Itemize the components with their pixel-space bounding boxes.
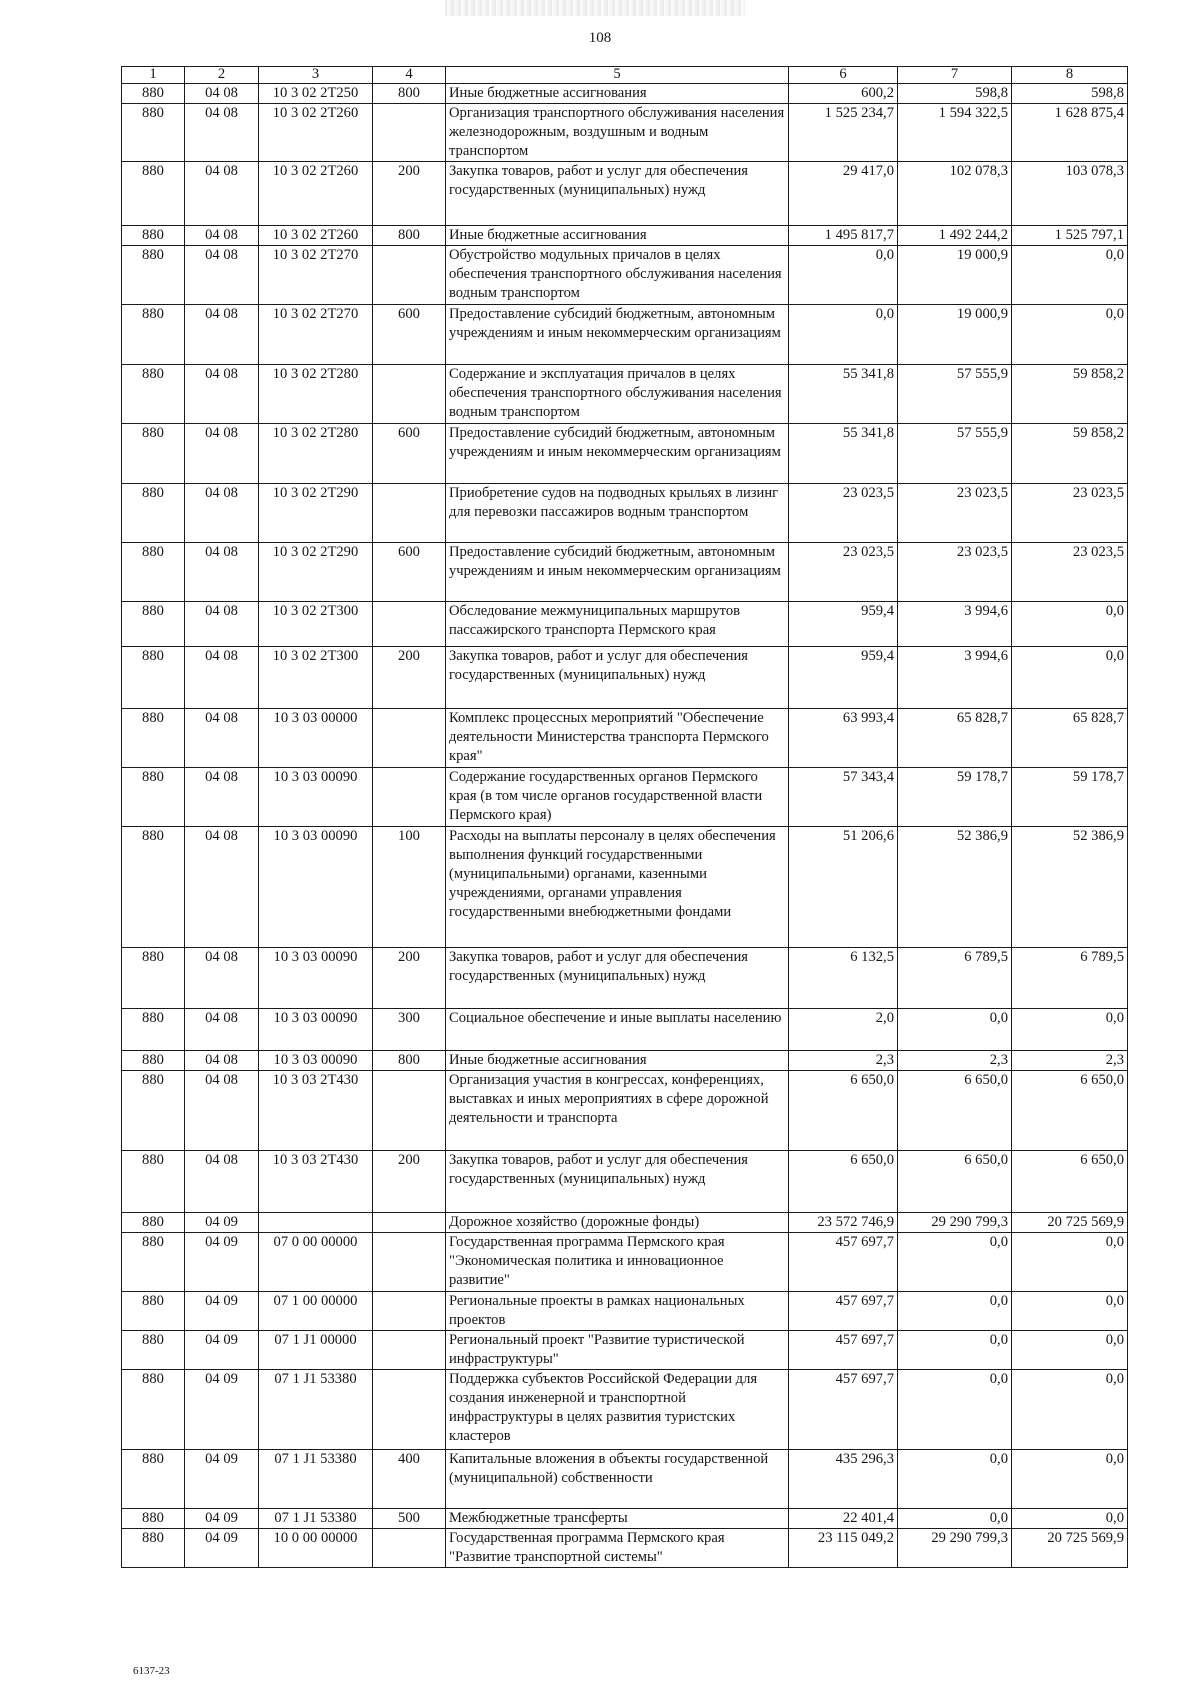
cell-admin-code: 880 bbox=[122, 1292, 185, 1331]
cell-expense-type: 200 bbox=[373, 162, 446, 226]
cell-target-article: 10 3 03 00000 bbox=[259, 709, 373, 768]
cell-target-article: 10 3 02 2Т280 bbox=[259, 365, 373, 424]
cell-expense-type bbox=[373, 1233, 446, 1292]
cell-amount-year1: 457 697,7 bbox=[789, 1292, 898, 1331]
cell-section-code: 04 08 bbox=[185, 827, 259, 948]
table-row bbox=[122, 948, 1128, 1009]
cell-section-code: 04 08 bbox=[185, 84, 259, 104]
cell-admin-code: 880 bbox=[122, 1509, 185, 1529]
cell-description: Организация участия в конгрессах, конференциях, выставках и иных мероприятиях в сфере дорожной деятельности и транспорта bbox=[446, 1071, 789, 1151]
cell-description: Закупка товаров, работ и услуг для обеспечения государственных (муниципальных) нужд bbox=[446, 1151, 789, 1213]
cell-description: Иные бюджетные ассигнования bbox=[446, 1051, 789, 1071]
cell-amount-year2: 59 178,7 bbox=[898, 768, 1012, 827]
cell-expense-type bbox=[373, 1292, 446, 1331]
cell-expense-type bbox=[373, 709, 446, 768]
cell-expense-type bbox=[373, 365, 446, 424]
table-row bbox=[122, 1151, 1128, 1213]
cell-admin-code: 880 bbox=[122, 104, 185, 162]
cell-amount-year2: 23 023,5 bbox=[898, 484, 1012, 543]
cell-description: Комплекс процессных мероприятий "Обеспечение деятельности Министерства транспорта Пермского края" bbox=[446, 709, 789, 768]
cell-admin-code: 880 bbox=[122, 84, 185, 104]
cell-section-code: 04 08 bbox=[185, 602, 259, 647]
cell-amount-year1: 457 697,7 bbox=[789, 1370, 898, 1450]
cell-section-code: 04 08 bbox=[185, 162, 259, 226]
cell-expense-type: 400 bbox=[373, 1450, 446, 1509]
cell-section-code: 04 08 bbox=[185, 1151, 259, 1213]
cell-amount-year3: 0,0 bbox=[1012, 602, 1128, 647]
cell-description: Иные бюджетные ассигнования bbox=[446, 84, 789, 104]
cell-amount-year1: 63 993,4 bbox=[789, 709, 898, 768]
cell-description: Закупка товаров, работ и услуг для обеспечения государственных (муниципальных) нужд bbox=[446, 647, 789, 709]
cell-amount-year3: 6 789,5 bbox=[1012, 948, 1128, 1009]
cell-description: Государственная программа Пермского края "Экономическая политика и инновационное развитие" bbox=[446, 1233, 789, 1292]
cell-amount-year2: 0,0 bbox=[898, 1509, 1012, 1529]
cell-amount-year3: 0,0 bbox=[1012, 246, 1128, 305]
cell-target-article: 07 1 J1 00000 bbox=[259, 1331, 373, 1370]
cell-expense-type bbox=[373, 246, 446, 305]
cell-amount-year2: 23 023,5 bbox=[898, 543, 1012, 602]
cell-amount-year3: 598,8 bbox=[1012, 84, 1128, 104]
cell-admin-code: 880 bbox=[122, 305, 185, 365]
cell-section-code: 04 08 bbox=[185, 246, 259, 305]
cell-description: Расходы на выплаты персоналу в целях обеспечения выполнения функций государственными (муниципальными) органами, казенными учреждениями, органами управления государственными внебюджетными фондами bbox=[446, 827, 789, 948]
cell-amount-year1: 29 417,0 bbox=[789, 162, 898, 226]
page-number: 108 bbox=[588, 30, 612, 46]
cell-target-article: 10 3 03 00090 bbox=[259, 948, 373, 1009]
table-row bbox=[122, 484, 1128, 543]
cell-admin-code: 880 bbox=[122, 1051, 185, 1071]
cell-description: Государственная программа Пермского края "Развитие транспортной системы" bbox=[446, 1529, 789, 1568]
cell-amount-year3: 0,0 bbox=[1012, 1509, 1128, 1529]
cell-amount-year1: 2,0 bbox=[789, 1009, 898, 1051]
cell-section-code: 04 08 bbox=[185, 226, 259, 246]
cell-amount-year1: 55 341,8 bbox=[789, 424, 898, 484]
document-code: 6137-23 bbox=[133, 1665, 170, 1677]
cell-amount-year3: 0,0 bbox=[1012, 1009, 1128, 1051]
cell-target-article: 10 3 03 00090 bbox=[259, 768, 373, 827]
table-row bbox=[122, 1071, 1128, 1151]
cell-amount-year1: 57 343,4 bbox=[789, 768, 898, 827]
cell-target-article: 10 3 02 2Т280 bbox=[259, 424, 373, 484]
header-cell: 2 bbox=[185, 67, 259, 84]
table-row bbox=[122, 305, 1128, 365]
cell-target-article: 10 3 03 00090 bbox=[259, 1051, 373, 1071]
cell-target-article bbox=[259, 1213, 373, 1233]
cell-admin-code: 880 bbox=[122, 1009, 185, 1051]
table-row bbox=[122, 1292, 1128, 1331]
cell-admin-code: 880 bbox=[122, 543, 185, 602]
cell-section-code: 04 08 bbox=[185, 647, 259, 709]
cell-amount-year1: 959,4 bbox=[789, 602, 898, 647]
cell-amount-year1: 23 572 746,9 bbox=[789, 1213, 898, 1233]
cell-expense-type bbox=[373, 1213, 446, 1233]
cell-amount-year2: 6 650,0 bbox=[898, 1071, 1012, 1151]
cell-amount-year3: 59 858,2 bbox=[1012, 365, 1128, 424]
table-header-row bbox=[122, 67, 1128, 84]
cell-section-code: 04 08 bbox=[185, 484, 259, 543]
cell-section-code: 04 09 bbox=[185, 1233, 259, 1292]
table-row bbox=[122, 827, 1128, 948]
cell-amount-year3: 2,3 bbox=[1012, 1051, 1128, 1071]
cell-amount-year2: 57 555,9 bbox=[898, 365, 1012, 424]
cell-section-code: 04 09 bbox=[185, 1529, 259, 1568]
table-row bbox=[122, 709, 1128, 768]
cell-section-code: 04 08 bbox=[185, 305, 259, 365]
cell-expense-type bbox=[373, 602, 446, 647]
header-cell: 4 bbox=[373, 67, 446, 84]
cell-amount-year3: 6 650,0 bbox=[1012, 1071, 1128, 1151]
cell-amount-year2: 3 994,6 bbox=[898, 602, 1012, 647]
cell-description: Региональный проект "Развитие туристической инфраструктуры" bbox=[446, 1331, 789, 1370]
cell-amount-year2: 0,0 bbox=[898, 1450, 1012, 1509]
cell-target-article: 10 3 02 2Т260 bbox=[259, 226, 373, 246]
cell-target-article: 10 3 02 2Т270 bbox=[259, 246, 373, 305]
table-row bbox=[122, 647, 1128, 709]
cell-expense-type: 600 bbox=[373, 305, 446, 365]
cell-section-code: 04 08 bbox=[185, 1071, 259, 1151]
cell-target-article: 07 0 00 00000 bbox=[259, 1233, 373, 1292]
cell-description: Предоставление субсидий бюджетным, автономным учреждениям и иным некоммерческим организациям bbox=[446, 305, 789, 365]
cell-admin-code: 880 bbox=[122, 1233, 185, 1292]
cell-amount-year2: 19 000,9 bbox=[898, 305, 1012, 365]
cell-admin-code: 880 bbox=[122, 1331, 185, 1370]
table-row bbox=[122, 84, 1128, 104]
cell-section-code: 04 08 bbox=[185, 709, 259, 768]
cell-admin-code: 880 bbox=[122, 948, 185, 1009]
cell-amount-year3: 23 023,5 bbox=[1012, 484, 1128, 543]
cell-amount-year3: 23 023,5 bbox=[1012, 543, 1128, 602]
cell-amount-year2: 2,3 bbox=[898, 1051, 1012, 1071]
cell-amount-year1: 6 132,5 bbox=[789, 948, 898, 1009]
cell-amount-year3: 0,0 bbox=[1012, 305, 1128, 365]
cell-section-code: 04 08 bbox=[185, 1009, 259, 1051]
cell-description: Межбюджетные трансферты bbox=[446, 1509, 789, 1529]
cell-amount-year3: 0,0 bbox=[1012, 647, 1128, 709]
cell-amount-year2: 3 994,6 bbox=[898, 647, 1012, 709]
cell-amount-year2: 0,0 bbox=[898, 1233, 1012, 1292]
cell-amount-year1: 23 023,5 bbox=[789, 543, 898, 602]
cell-amount-year1: 2,3 bbox=[789, 1051, 898, 1071]
cell-description: Приобретение судов на подводных крыльях в лизинг для перевозки пассажиров водным транспортом bbox=[446, 484, 789, 543]
cell-target-article: 10 3 02 2Т250 bbox=[259, 84, 373, 104]
cell-expense-type bbox=[373, 104, 446, 162]
cell-amount-year2: 0,0 bbox=[898, 1009, 1012, 1051]
table-row bbox=[122, 424, 1128, 484]
cell-section-code: 04 08 bbox=[185, 424, 259, 484]
cell-section-code: 04 08 bbox=[185, 768, 259, 827]
cell-amount-year3: 52 386,9 bbox=[1012, 827, 1128, 948]
cell-expense-type bbox=[373, 1370, 446, 1450]
table-row bbox=[122, 104, 1128, 162]
cell-expense-type: 800 bbox=[373, 84, 446, 104]
cell-expense-type bbox=[373, 1529, 446, 1568]
header-cell: 1 bbox=[122, 67, 185, 84]
cell-description: Капитальные вложения в объекты государственной (муниципальной) собственности bbox=[446, 1450, 789, 1509]
cell-admin-code: 880 bbox=[122, 1450, 185, 1509]
cell-target-article: 10 3 03 00090 bbox=[259, 827, 373, 948]
cell-amount-year1: 0,0 bbox=[789, 305, 898, 365]
cell-admin-code: 880 bbox=[122, 424, 185, 484]
cell-amount-year1: 23 023,5 bbox=[789, 484, 898, 543]
cell-amount-year2: 0,0 bbox=[898, 1292, 1012, 1331]
cell-description: Содержание и эксплуатация причалов в целях обеспечения транспортного обслуживания населения водным транспортом bbox=[446, 365, 789, 424]
cell-description: Закупка товаров, работ и услуг для обеспечения государственных (муниципальных) нужд bbox=[446, 162, 789, 226]
cell-amount-year2: 1 492 244,2 bbox=[898, 226, 1012, 246]
table-row bbox=[122, 162, 1128, 226]
header-cell: 7 bbox=[898, 67, 1012, 84]
cell-section-code: 04 09 bbox=[185, 1213, 259, 1233]
cell-expense-type: 800 bbox=[373, 1051, 446, 1071]
cell-admin-code: 880 bbox=[122, 162, 185, 226]
cell-amount-year2: 0,0 bbox=[898, 1370, 1012, 1450]
cell-admin-code: 880 bbox=[122, 1529, 185, 1568]
table-row bbox=[122, 1213, 1128, 1233]
cell-expense-type: 300 bbox=[373, 1009, 446, 1051]
header-cell: 3 bbox=[259, 67, 373, 84]
cell-admin-code: 880 bbox=[122, 365, 185, 424]
cell-section-code: 04 08 bbox=[185, 948, 259, 1009]
table-row bbox=[122, 768, 1128, 827]
cell-expense-type: 200 bbox=[373, 647, 446, 709]
cell-amount-year1: 457 697,7 bbox=[789, 1331, 898, 1370]
table-row bbox=[122, 1509, 1128, 1529]
cell-expense-type: 800 bbox=[373, 226, 446, 246]
table-row bbox=[122, 226, 1128, 246]
cell-description: Предоставление субсидий бюджетным, автономным учреждениям и иным некоммерческим организациям bbox=[446, 424, 789, 484]
cell-description: Организация транспортного обслуживания населения железнодорожным, воздушным и водным транспортом bbox=[446, 104, 789, 162]
scan-artifact bbox=[445, 0, 745, 16]
cell-target-article: 10 3 02 2Т290 bbox=[259, 543, 373, 602]
cell-expense-type: 500 bbox=[373, 1509, 446, 1529]
cell-target-article: 10 3 03 2Т430 bbox=[259, 1071, 373, 1151]
cell-expense-type: 600 bbox=[373, 424, 446, 484]
cell-amount-year2: 6 789,5 bbox=[898, 948, 1012, 1009]
cell-section-code: 04 09 bbox=[185, 1292, 259, 1331]
cell-section-code: 04 08 bbox=[185, 365, 259, 424]
cell-target-article: 10 3 02 2Т300 bbox=[259, 647, 373, 709]
cell-amount-year2: 29 290 799,3 bbox=[898, 1529, 1012, 1568]
table-row bbox=[122, 365, 1128, 424]
cell-amount-year3: 1 628 875,4 bbox=[1012, 104, 1128, 162]
budget-table bbox=[121, 66, 1128, 1568]
cell-amount-year1: 22 401,4 bbox=[789, 1509, 898, 1529]
cell-admin-code: 880 bbox=[122, 484, 185, 543]
cell-amount-year3: 59 858,2 bbox=[1012, 424, 1128, 484]
cell-admin-code: 880 bbox=[122, 602, 185, 647]
cell-expense-type: 600 bbox=[373, 543, 446, 602]
cell-admin-code: 880 bbox=[122, 827, 185, 948]
cell-amount-year2: 102 078,3 bbox=[898, 162, 1012, 226]
cell-admin-code: 880 bbox=[122, 246, 185, 305]
cell-amount-year1: 6 650,0 bbox=[789, 1071, 898, 1151]
cell-description: Обследование межмуниципальных маршрутов пассажирского транспорта Пермского края bbox=[446, 602, 789, 647]
table-row bbox=[122, 1331, 1128, 1370]
cell-description: Иные бюджетные ассигнования bbox=[446, 226, 789, 246]
cell-amount-year1: 6 650,0 bbox=[789, 1151, 898, 1213]
table-row bbox=[122, 1009, 1128, 1051]
header-cell: 8 bbox=[1012, 67, 1128, 84]
cell-amount-year2: 65 828,7 bbox=[898, 709, 1012, 768]
cell-amount-year3: 0,0 bbox=[1012, 1331, 1128, 1370]
cell-expense-type: 200 bbox=[373, 1151, 446, 1213]
header-cell: 5 bbox=[446, 67, 789, 84]
cell-admin-code: 880 bbox=[122, 1151, 185, 1213]
cell-amount-year1: 55 341,8 bbox=[789, 365, 898, 424]
header-cell: 6 bbox=[789, 67, 898, 84]
cell-section-code: 04 09 bbox=[185, 1450, 259, 1509]
cell-description: Закупка товаров, работ и услуг для обеспечения государственных (муниципальных) нужд bbox=[446, 948, 789, 1009]
cell-expense-type bbox=[373, 1071, 446, 1151]
cell-target-article: 10 3 02 2Т290 bbox=[259, 484, 373, 543]
cell-target-article: 10 3 02 2Т270 bbox=[259, 305, 373, 365]
cell-amount-year2: 0,0 bbox=[898, 1331, 1012, 1370]
cell-target-article: 10 3 03 00090 bbox=[259, 1009, 373, 1051]
cell-target-article: 07 1 J1 53380 bbox=[259, 1370, 373, 1450]
cell-target-article: 10 0 00 00000 bbox=[259, 1529, 373, 1568]
cell-admin-code: 880 bbox=[122, 226, 185, 246]
cell-expense-type bbox=[373, 1331, 446, 1370]
cell-amount-year3: 6 650,0 bbox=[1012, 1151, 1128, 1213]
table-row bbox=[122, 1233, 1128, 1292]
cell-description: Региональные проекты в рамках национальных проектов bbox=[446, 1292, 789, 1331]
cell-amount-year1: 51 206,6 bbox=[789, 827, 898, 948]
cell-amount-year1: 0,0 bbox=[789, 246, 898, 305]
cell-amount-year1: 600,2 bbox=[789, 84, 898, 104]
cell-expense-type bbox=[373, 768, 446, 827]
cell-amount-year2: 57 555,9 bbox=[898, 424, 1012, 484]
cell-amount-year2: 6 650,0 bbox=[898, 1151, 1012, 1213]
table-row bbox=[122, 1450, 1128, 1509]
cell-amount-year1: 435 296,3 bbox=[789, 1450, 898, 1509]
table-row bbox=[122, 1370, 1128, 1450]
cell-admin-code: 880 bbox=[122, 709, 185, 768]
cell-target-article: 07 1 J1 53380 bbox=[259, 1450, 373, 1509]
cell-description: Обустройство модульных причалов в целях обеспечения транспортного обслуживания населения водным транспортом bbox=[446, 246, 789, 305]
cell-amount-year3: 103 078,3 bbox=[1012, 162, 1128, 226]
cell-amount-year3: 1 525 797,1 bbox=[1012, 226, 1128, 246]
cell-amount-year1: 23 115 049,2 bbox=[789, 1529, 898, 1568]
cell-target-article: 10 3 03 2Т430 bbox=[259, 1151, 373, 1213]
cell-target-article: 07 1 J1 53380 bbox=[259, 1509, 373, 1529]
cell-target-article: 10 3 02 2Т260 bbox=[259, 162, 373, 226]
cell-amount-year2: 1 594 322,5 bbox=[898, 104, 1012, 162]
table-row bbox=[122, 1051, 1128, 1071]
cell-amount-year3: 20 725 569,9 bbox=[1012, 1213, 1128, 1233]
cell-amount-year3: 0,0 bbox=[1012, 1233, 1128, 1292]
cell-section-code: 04 09 bbox=[185, 1370, 259, 1450]
cell-target-article: 10 3 02 2Т260 bbox=[259, 104, 373, 162]
cell-description: Социальное обеспечение и иные выплаты населению bbox=[446, 1009, 789, 1051]
cell-amount-year2: 598,8 bbox=[898, 84, 1012, 104]
cell-section-code: 04 08 bbox=[185, 104, 259, 162]
cell-amount-year1: 1 525 234,7 bbox=[789, 104, 898, 162]
table-body bbox=[122, 67, 1128, 1568]
cell-description: Дорожное хозяйство (дорожные фонды) bbox=[446, 1213, 789, 1233]
cell-amount-year3: 0,0 bbox=[1012, 1370, 1128, 1450]
cell-amount-year1: 457 697,7 bbox=[789, 1233, 898, 1292]
cell-amount-year3: 65 828,7 bbox=[1012, 709, 1128, 768]
cell-admin-code: 880 bbox=[122, 1370, 185, 1450]
cell-section-code: 04 08 bbox=[185, 543, 259, 602]
cell-description: Поддержка субъектов Российской Федерации для создания инженерной и транспортной инфраструктуры в целях развития туристских кластеров bbox=[446, 1370, 789, 1450]
cell-target-article: 07 1 00 00000 bbox=[259, 1292, 373, 1331]
table-row bbox=[122, 602, 1128, 647]
table-row bbox=[122, 543, 1128, 602]
cell-amount-year1: 1 495 817,7 bbox=[789, 226, 898, 246]
table-row bbox=[122, 1529, 1128, 1568]
cell-amount-year2: 19 000,9 bbox=[898, 246, 1012, 305]
cell-expense-type bbox=[373, 484, 446, 543]
cell-admin-code: 880 bbox=[122, 1213, 185, 1233]
cell-description: Содержание государственных органов Пермского края (в том числе органов государственной власти Пермского края) bbox=[446, 768, 789, 827]
cell-admin-code: 880 bbox=[122, 647, 185, 709]
cell-expense-type: 200 bbox=[373, 948, 446, 1009]
cell-target-article: 10 3 02 2Т300 bbox=[259, 602, 373, 647]
cell-section-code: 04 08 bbox=[185, 1051, 259, 1071]
cell-description: Предоставление субсидий бюджетным, автономным учреждениям и иным некоммерческим организациям bbox=[446, 543, 789, 602]
cell-amount-year2: 29 290 799,3 bbox=[898, 1213, 1012, 1233]
cell-amount-year1: 959,4 bbox=[789, 647, 898, 709]
cell-amount-year3: 0,0 bbox=[1012, 1450, 1128, 1509]
cell-amount-year3: 20 725 569,9 bbox=[1012, 1529, 1128, 1568]
cell-expense-type: 100 bbox=[373, 827, 446, 948]
table-row bbox=[122, 246, 1128, 305]
cell-amount-year3: 0,0 bbox=[1012, 1292, 1128, 1331]
cell-admin-code: 880 bbox=[122, 768, 185, 827]
cell-section-code: 04 09 bbox=[185, 1509, 259, 1529]
cell-admin-code: 880 bbox=[122, 1071, 185, 1151]
cell-amount-year2: 52 386,9 bbox=[898, 827, 1012, 948]
cell-section-code: 04 09 bbox=[185, 1331, 259, 1370]
cell-amount-year3: 59 178,7 bbox=[1012, 768, 1128, 827]
